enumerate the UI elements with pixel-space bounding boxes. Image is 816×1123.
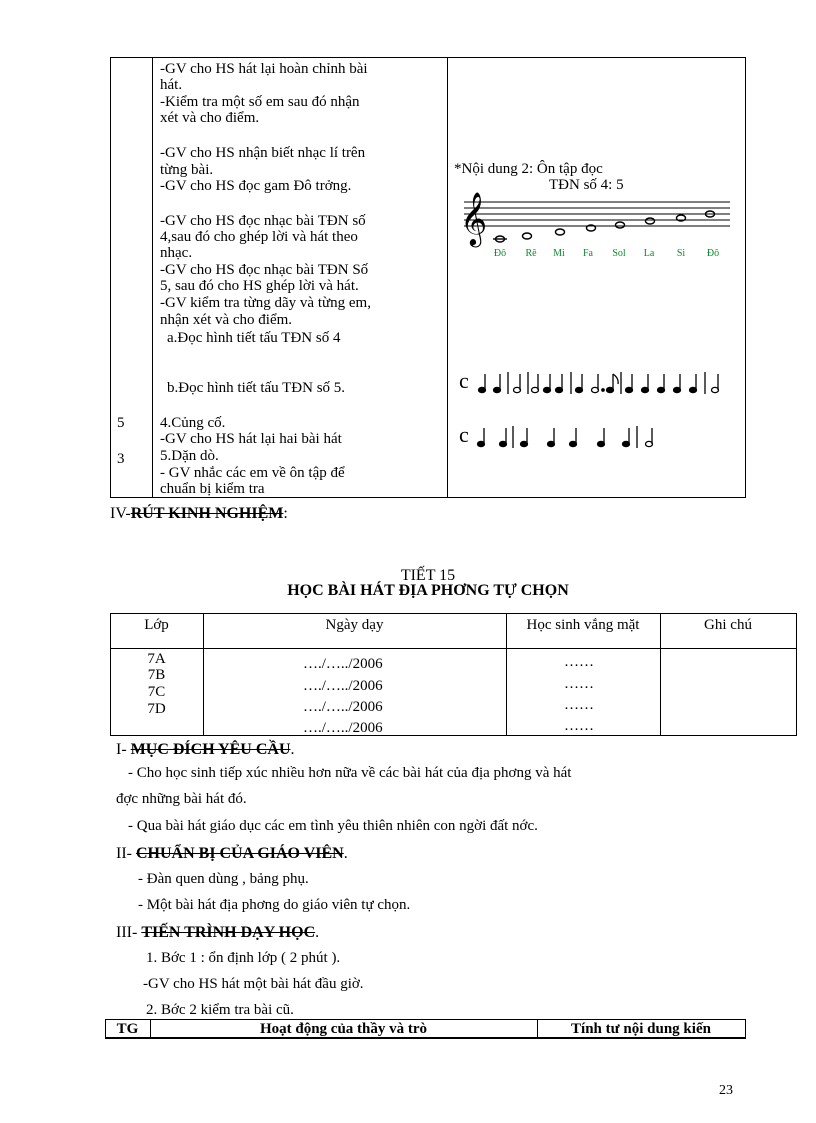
absent-cell: ……: [564, 718, 594, 734]
activity-line: nhận xét và cho điểm.: [160, 312, 293, 328]
activity-line: xét và cho điểm.: [160, 110, 260, 126]
header-lop: Lớp: [144, 617, 169, 633]
lesson-title: HỌC BÀI HÁT ĐỊA PHƠNG TỰ CHỌN: [287, 582, 569, 599]
absent-cell: ……: [564, 676, 594, 692]
body-line: - Một bài hát địa phơng do giáo viên tự chọn.: [138, 897, 411, 913]
note-name: Đô: [706, 248, 720, 259]
date-cell: …./…../2006: [303, 656, 383, 672]
activity-line: chuẩn bị kiểm tra: [160, 481, 265, 497]
activity-line: -GV cho HS hát lại hai bài hát: [160, 431, 342, 447]
date-cell: …./…../2006: [303, 720, 383, 736]
activity-line: 5.Dặn dò.: [160, 448, 219, 464]
note-name: Fa: [583, 248, 593, 259]
content-title: *Nội dung 2: Ôn tập đọc: [454, 161, 603, 177]
body-line: 1. Bớc 1 : ổn định lớp ( 2 phút ).: [146, 950, 341, 966]
note-name: Rê: [525, 248, 537, 259]
rhythm-notes: [479, 372, 719, 394]
date-cell: …./…../2006: [303, 699, 383, 715]
time-3: 3: [117, 451, 125, 467]
section-suffix: .: [315, 924, 320, 941]
activity-line: a.Đọc hình tiết tấu TĐN số 4: [167, 330, 341, 346]
section-muc-dich: [116, 742, 295, 757]
header-ngay-day: Ngày dạy: [325, 617, 384, 633]
note-name: Si: [676, 248, 686, 259]
scale-note: [616, 222, 625, 228]
header-hoc-sinh-vang: Học sinh vắng mặt: [526, 617, 640, 633]
activity-line: - GV nhắc các em về ôn tập để: [160, 465, 345, 481]
activity-line: 4.Củng cố.: [160, 415, 226, 431]
date-cell: …./…../2006: [303, 678, 383, 694]
scale-note: [556, 229, 565, 235]
note-name: La: [643, 248, 655, 259]
scale-staff: [458, 190, 743, 265]
header-ghi-chu: Ghi chú: [704, 617, 752, 633]
activity-line: -GV cho HS đọc gam Đô trởng.: [160, 178, 352, 194]
section-heading: RÚT KINH NGHIỆM: [130, 505, 284, 522]
activity-line: 5, sau đó cho HS ghép lời và hát.: [160, 278, 359, 294]
class-row: 7D: [147, 701, 166, 717]
activity-line: -GV cho HS đọc nhạc bài TĐN Số: [160, 262, 369, 278]
activity-line: nhạc.: [160, 245, 193, 261]
scale-note: [646, 218, 655, 224]
activity-line: b.Đọc hình tiết tấu TĐN số 5.: [167, 380, 346, 396]
common-time-icon: c: [459, 368, 469, 393]
activity-line: -GV cho HS hát lại hoàn chỉnh bài: [160, 61, 368, 77]
class-row: 7C: [147, 684, 166, 700]
activity-line: hát.: [160, 77, 183, 93]
activity-line: -Kiểm tra một số em sau đó nhận: [160, 94, 360, 110]
section-suffix: .: [290, 741, 295, 758]
section-suffix: :: [283, 505, 288, 522]
section-prefix: II-: [116, 845, 136, 862]
scale-note: [523, 233, 532, 239]
absent-cell: ……: [564, 697, 594, 713]
section-tien-trinh: [116, 925, 319, 940]
time-5: 5: [117, 415, 125, 431]
class-row: 7A: [147, 651, 166, 667]
rhythm-notes: [478, 426, 653, 448]
body-line: - Qua bài hát giáo dục các em tình yêu thiên nhiên con ngời đất nớc.: [128, 818, 538, 834]
section-heading: TIẾN TRÌNH DẠY HỌC: [141, 924, 316, 941]
section-suffix: .: [343, 845, 348, 862]
content-subtitle: TĐN số 4: 5: [549, 177, 624, 193]
activity-line: -GV kiểm tra từng dãy và từng em,: [160, 295, 371, 311]
section-heading: CHUẨN BỊ CỦA GIÁO VIÊN: [135, 845, 344, 862]
header-hoat-dong: Hoạt động của thầy và trò: [259, 1021, 428, 1037]
body-line: -GV cho HS hát một bài hát đầu giờ.: [143, 976, 364, 992]
treble-clef-icon: 𝄞: [460, 191, 488, 245]
note-name: Mi: [553, 248, 565, 259]
rhythm-tdn-4: [455, 366, 740, 400]
section-chuan-bi: [116, 846, 348, 861]
header-tg: TG: [116, 1021, 139, 1037]
activity-line: 4,sau đó cho ghép lời và hát theo: [160, 229, 358, 245]
note-name: Đô: [493, 248, 507, 259]
section-prefix: I-: [116, 741, 131, 758]
activity-line: -GV cho HS nhận biết nhạc lí trên: [160, 145, 366, 161]
class-row: 7B: [147, 667, 166, 683]
header-noi-dung: Tính tư nội dung kiến: [571, 1021, 711, 1037]
note-name: Sol: [612, 248, 626, 259]
lesson-number: TIẾT 15: [400, 567, 456, 584]
common-time-icon: c: [459, 422, 469, 447]
activity-line: từng bài.: [160, 162, 214, 178]
absent-cell: ……: [564, 654, 594, 670]
section-prefix: III-: [116, 924, 142, 941]
body-line: - Đàn quen dùng , bảng phụ.: [138, 871, 309, 887]
section-heading: MỤC ĐÍCH YÊU CẦU: [130, 741, 291, 758]
body-line: đợc những bài hát đó.: [116, 791, 247, 807]
page-number: 23: [719, 1083, 733, 1098]
body-line: - Cho học sinh tiếp xúc nhiều hơn nữa về các bài hát của địa phơng và hát: [128, 765, 572, 781]
rut-kinh-nghiem: [110, 506, 288, 521]
section-prefix: IV-: [110, 505, 131, 522]
body-line: 2. Bớc 2 kiểm tra bài cũ.: [146, 1002, 294, 1018]
rhythm-tdn-5: [455, 420, 740, 454]
activity-line: -GV cho HS đọc nhạc bài TĐN số: [160, 213, 366, 229]
